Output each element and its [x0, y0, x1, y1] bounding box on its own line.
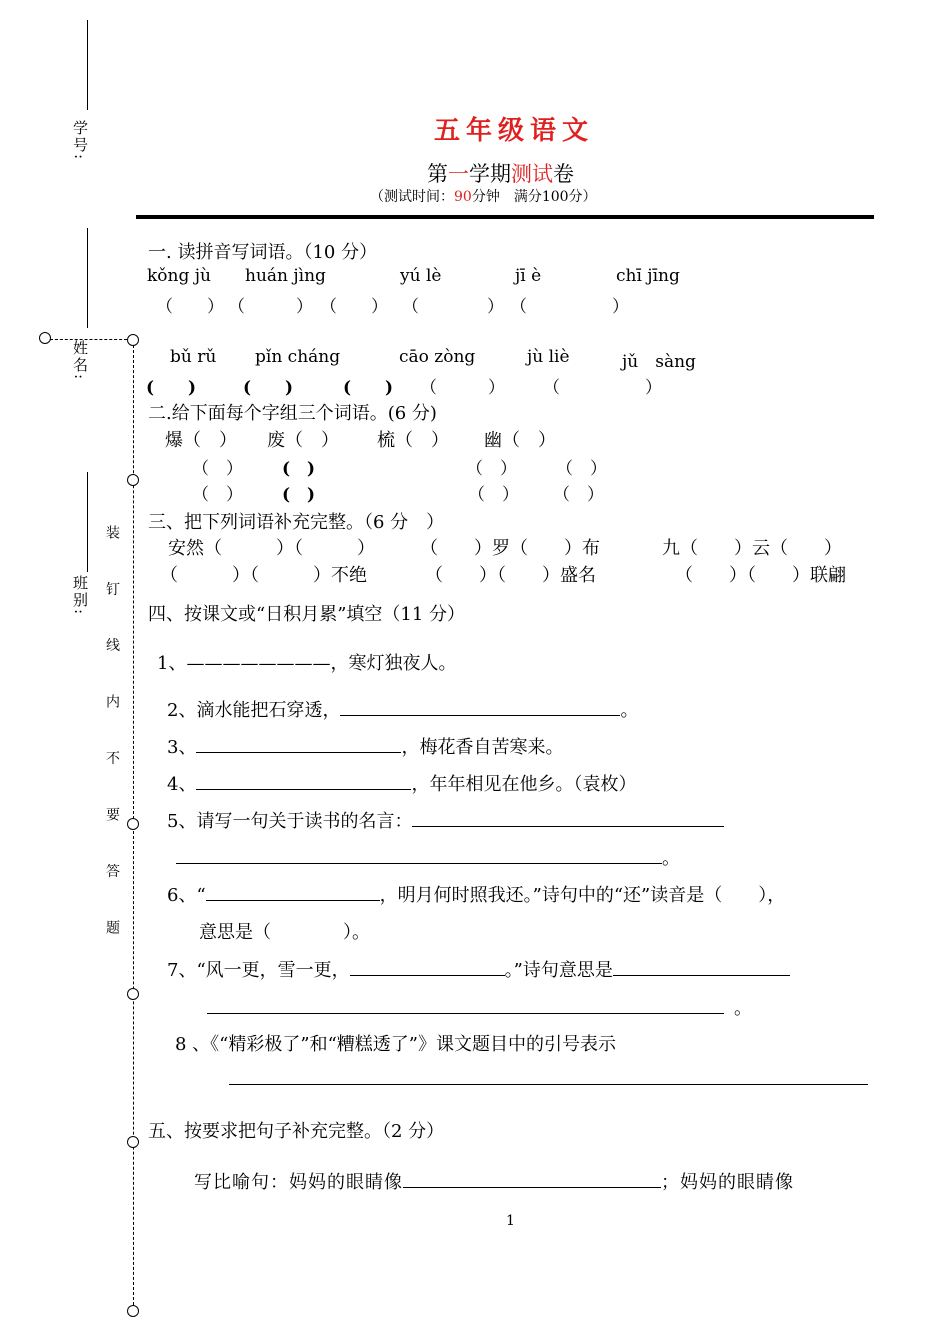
answer-paren[interactable]: （ ）	[156, 297, 224, 317]
binding-hole-icon	[127, 474, 139, 486]
answer-blank[interactable]	[207, 997, 724, 1014]
question-text: 。	[734, 998, 752, 1019]
question-text: 4、	[167, 774, 197, 795]
class-line	[87, 472, 88, 572]
subtitle-text: 学期	[469, 162, 511, 186]
title-subject: 语文	[530, 116, 595, 146]
question-8: 8 、《“精彩极了”和“糟糕透了”》课文题目中的引号表示	[175, 1034, 616, 1055]
test-time: 90	[454, 189, 472, 205]
word-group-item[interactable]: 梳（ ）	[377, 430, 449, 451]
idiom-item[interactable]: （ ）（ ）盛名	[425, 565, 596, 586]
section5-heading: 五、按要求把句子补充完整。（2 分）	[148, 1121, 445, 1142]
question-6-line2: 意思是（ ）。	[199, 922, 370, 943]
pinyin-item: pǐn cháng	[255, 347, 341, 367]
question-7	[167, 956, 790, 982]
answer-paren[interactable]: ( )	[146, 378, 197, 398]
answer-paren[interactable]: （ ）	[420, 378, 505, 398]
question-5-line2	[176, 844, 680, 870]
class-label: 班别:	[71, 575, 89, 617]
name-label: 姓名:	[71, 340, 89, 382]
student-id-line	[87, 20, 88, 110]
subtitle-text: 卷	[553, 162, 574, 186]
answer-blank[interactable]	[350, 959, 505, 976]
answer-blank[interactable]	[196, 773, 411, 790]
question-3	[167, 733, 563, 759]
pinyin-item: jī è	[515, 266, 542, 286]
binding-hole-icon	[127, 1136, 139, 1148]
question-6	[167, 881, 785, 907]
answer-paren[interactable]: （ ）	[543, 378, 662, 398]
question-1: 1、————————，寒灯独夜人。	[157, 653, 457, 674]
word-group-paren[interactable]: （ ）	[556, 459, 607, 479]
word-group-paren[interactable]: ( )	[282, 485, 316, 505]
pinyin-item: bǔ rǔ	[170, 347, 217, 367]
question-text: 写比喻句：妈妈的眼睛像	[194, 1172, 403, 1193]
pinyin-item: yú lè	[400, 266, 442, 286]
question-text: 。	[620, 700, 639, 721]
pinyin-item: huán jìng	[245, 266, 326, 286]
answer-paren[interactable]: ( )	[343, 378, 394, 398]
subtitle-text: 第	[427, 162, 448, 186]
word-group-paren[interactable]: （ ）	[553, 485, 604, 505]
title-grade: 五年级	[434, 116, 531, 146]
test-info	[370, 186, 597, 206]
pinyin-item: kǒng jù	[147, 266, 211, 286]
idiom-item[interactable]: 安然（ ）（ ）	[168, 538, 375, 559]
answer-blank[interactable]	[613, 959, 790, 976]
question-text: 5、请写一句关于读书的名言：	[167, 811, 413, 832]
answer-blank[interactable]	[196, 736, 401, 753]
question-7-line2	[207, 994, 752, 1020]
answer-paren[interactable]: （ ）	[320, 297, 388, 317]
binding-hole-icon	[127, 1305, 139, 1317]
simile-question	[194, 1168, 794, 1194]
answer-blank[interactable]	[403, 1171, 661, 1188]
word-group-paren[interactable]: （ ）	[468, 485, 519, 505]
word-group-item[interactable]: 废（ ）	[267, 430, 339, 451]
pinyin-item: chī jīng	[616, 266, 680, 286]
question-5	[167, 807, 724, 833]
idiom-item[interactable]: （ ）（ ）联翩	[675, 565, 846, 586]
answer-paren[interactable]: ( )	[243, 378, 294, 398]
word-group-item[interactable]: 幽（ ）	[484, 430, 556, 451]
pinyin-item: jù liè	[527, 347, 570, 367]
word-group-paren[interactable]: （ ）	[466, 459, 517, 479]
idiom-item[interactable]: 九（ ）云（ ）	[662, 538, 842, 559]
question-text: ，明月何时照我还。”诗句中的“还”读音是（ ），	[379, 885, 786, 906]
test-info-text: 分钟 满分100分）	[471, 189, 597, 205]
answer-paren[interactable]: （ ）	[402, 297, 504, 317]
word-group-paren[interactable]: （ ）	[192, 459, 243, 479]
page-title	[434, 110, 594, 147]
binding-hole-icon	[127, 334, 139, 346]
section4-heading: 四、按课文或“日积月累”填空（11 分）	[148, 604, 466, 625]
subtitle-text: 一	[448, 162, 469, 186]
question-text: ，年年相见在他乡。（袁枚）	[411, 774, 637, 795]
idiom-item[interactable]: （ ）（ ）不绝	[160, 565, 367, 586]
answer-blank[interactable]	[412, 810, 724, 827]
subtitle-text: 测试	[511, 162, 553, 186]
question-4	[167, 770, 636, 796]
pinyin-item: cāo zòng	[399, 347, 476, 367]
word-group-item[interactable]: 爆（ ）	[165, 430, 237, 451]
question-text: 。	[662, 848, 680, 869]
binding-hole-icon	[127, 818, 139, 830]
question-text: 2、滴水能把石穿透，	[167, 700, 341, 721]
section1-heading: 一. 读拼音写词语。（10 分）	[148, 242, 378, 263]
binding-hole-icon	[127, 988, 139, 1000]
question-text: ；妈妈的眼睛像	[661, 1172, 794, 1193]
answer-blank[interactable]	[206, 884, 380, 901]
answer-blank[interactable]	[229, 1084, 868, 1085]
page-number: 1	[506, 1213, 515, 1229]
question-text: 7、“风一更，雪一更，	[167, 960, 350, 981]
question-text: 。”诗句意思是	[504, 960, 613, 981]
answer-blank[interactable]	[340, 699, 620, 716]
test-info-text: （测试时间：	[370, 189, 454, 205]
student-id-label: 学号:	[71, 120, 89, 162]
binding-hole-icon	[39, 332, 51, 344]
answer-paren[interactable]: （ ）	[510, 297, 629, 317]
binding-dashed-connector	[50, 339, 132, 340]
question-text: 6、“	[167, 885, 206, 906]
header-rule	[136, 215, 874, 219]
name-line	[87, 228, 88, 328]
word-group-paren[interactable]: （ ）	[192, 485, 243, 505]
page-subtitle	[427, 158, 574, 188]
binding-note: 装 钉 线 内 不 要 答 题	[104, 525, 120, 954]
word-group-paren[interactable]: ( )	[282, 459, 316, 479]
answer-blank[interactable]	[176, 847, 662, 864]
question-2	[167, 696, 638, 722]
section2-heading: 二.给下面每个字组三个词语。(6 分)	[148, 403, 437, 424]
question-text: ，梅花香自苦寒来。	[401, 737, 564, 758]
answer-paren[interactable]: （ ）	[228, 297, 313, 317]
question-text: 3、	[167, 737, 197, 758]
idiom-item[interactable]: （ ）罗（ ）布	[420, 538, 600, 559]
section3-heading: 三、把下列词语补充完整。（6 分 ）	[148, 512, 445, 533]
pinyin-item: jǔ sàng	[622, 352, 696, 372]
